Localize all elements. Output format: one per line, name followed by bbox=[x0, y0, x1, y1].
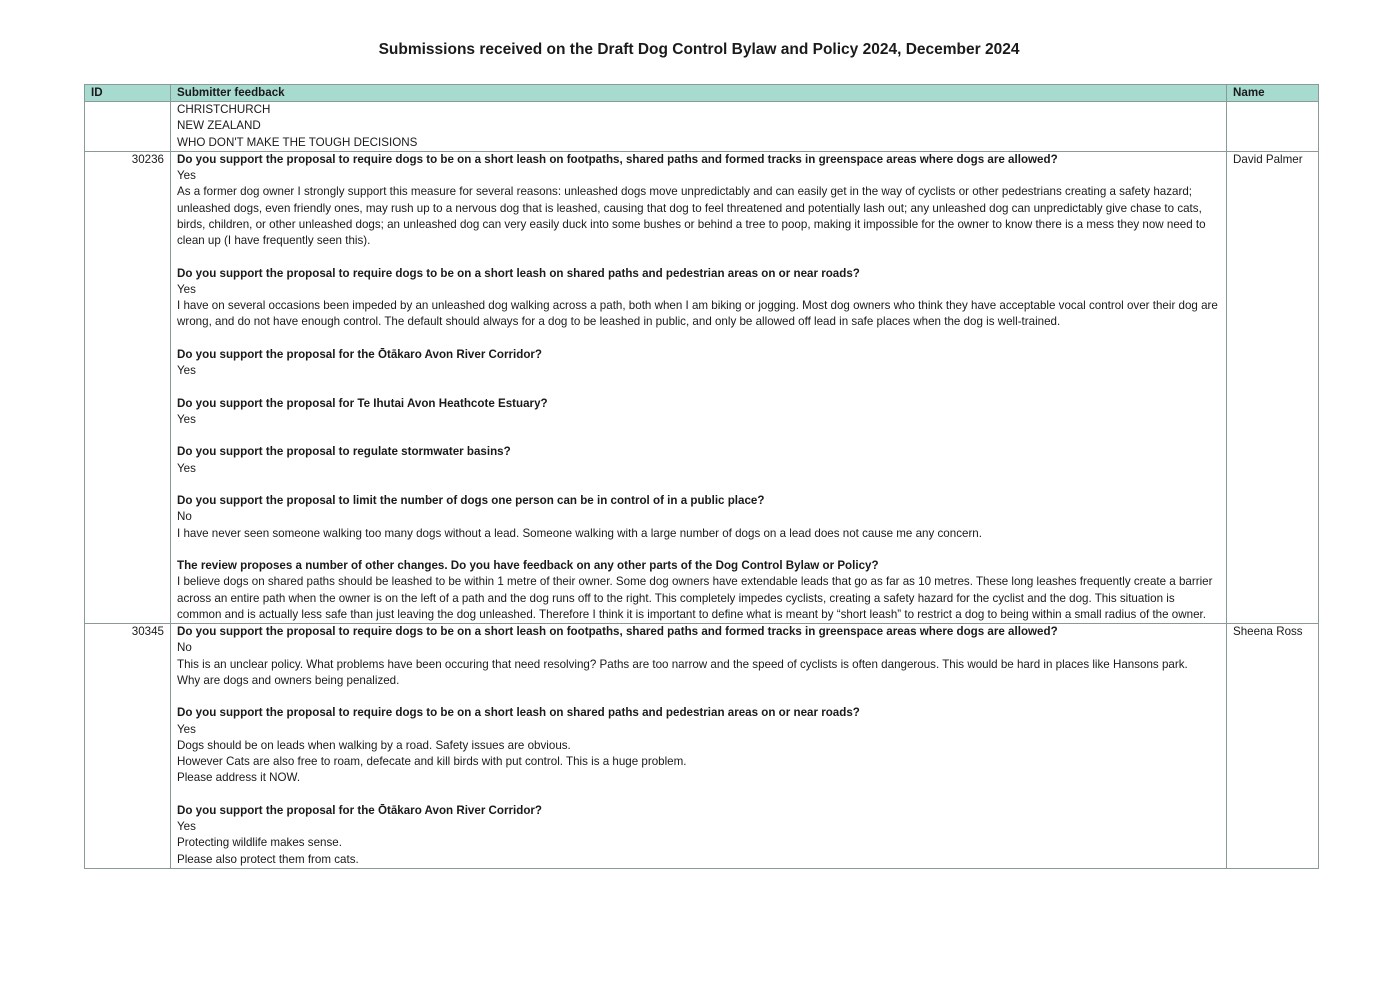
submission-id: 30345 bbox=[85, 624, 171, 869]
feedback-cell bbox=[171, 151, 1227, 623]
feedback-cell bbox=[171, 624, 1227, 869]
question-text: Do you support the proposal for the Ōtākaro Avon River Corridor? bbox=[177, 347, 543, 361]
comment-text: Why are dogs and owners being penalized. bbox=[177, 673, 400, 687]
column-header-feedback: Submitter feedback bbox=[171, 85, 1227, 102]
feedback-cell bbox=[171, 102, 1227, 152]
document-title: Submissions received on the Draft Dog Control Bylaw and Policy 2024, December 2024 bbox=[378, 41, 1020, 58]
comment-text: I have never seen someone walking too many dogs without a lead. Someone walking with a large number of dogs on a lead does not cause me any concern. bbox=[177, 526, 982, 540]
answer-text: Yes bbox=[177, 412, 196, 426]
comment-text: I believe dogs on shared paths should be leashed to be within 1 metre of their owner. Some dog owners have extendable leads that go as far as 10 metres. These long leashes frequently create a barrier across an entire path when the owner is on the left of a path and the dog runs off to the right. This completely impedes cyclists, creating a safety hazard for the cyclist and the dog. This situation is common and is actually less safe than just leaving the dog unleashed. Therefore I think it is important to define what is meant by “short leash” to restrict a dog to being within a small radius of the owner. bbox=[177, 575, 1213, 621]
comment-text: This is an unclear policy. What problems have been occuring that need resolving? Paths are too narrow and the speed of cyclists is often dangerous. This would be hard in places like Hansons park. bbox=[177, 657, 1188, 671]
question-text: Do you support the proposal to require dogs to be on a short leash on footpaths, shared paths and formed tracks in greenspace areas where dogs are allowed? bbox=[177, 625, 1058, 638]
feedback-text: WHO DON'T MAKE THE TOUGH DECISIONS bbox=[177, 135, 418, 149]
question-text: Do you support the proposal to require dogs to be on a short leash on shared paths and pedestrian areas on or near roads? bbox=[177, 266, 860, 280]
block-spacer bbox=[177, 689, 1220, 705]
answer-text: Yes bbox=[177, 169, 196, 182]
block-spacer bbox=[177, 428, 1220, 444]
answer-text: No bbox=[177, 641, 192, 655]
answer-text: Yes bbox=[177, 820, 196, 833]
submitter-name: Sheena Ross bbox=[1227, 624, 1319, 869]
id-cell bbox=[85, 102, 171, 152]
question-text: Do you support the proposal to regulate stormwater basins? bbox=[177, 445, 511, 459]
table-row-continued bbox=[85, 102, 1319, 152]
question-text: Do you support the proposal to require dogs to be on a short leash on shared paths and pedestrian areas on or near roads? bbox=[177, 706, 860, 720]
table-row bbox=[85, 151, 1319, 623]
answer-text: Yes bbox=[177, 282, 196, 296]
comment-text: Please address it NOW. bbox=[177, 771, 301, 785]
block-spacer bbox=[177, 331, 1220, 347]
question-text: Do you support the proposal to limit the number of dogs one person can be in control of in a public place? bbox=[177, 494, 765, 507]
block-spacer bbox=[177, 379, 1220, 395]
table-row bbox=[85, 624, 1319, 869]
feedback-text: CHRISTCHURCH bbox=[177, 103, 271, 116]
submitter-name: David Palmer bbox=[1227, 151, 1319, 623]
question-text: Do you support the proposal to require dogs to be on a short leash on footpaths, shared paths and formed tracks in greenspace areas where dogs are allowed? bbox=[177, 152, 1058, 166]
submissions-table bbox=[84, 84, 1319, 869]
answer-text: No bbox=[177, 510, 192, 524]
comment-text: As a former dog owner I strongly support this measure for several reasons: unleashed dogs move unpredictably and can easily get in the way of cyclists or other pedestrians creating a safety hazard; unleashed dogs, even friendly ones, may rush up to a nervous dog that is leashed, causing that dog to feel threatened and potentially lash out; any unleashed dog can unpredictably give chase to cats, birds, children, or other unleashed dogs; an unleashed dog can very easily duck into some bushes or behind a tree to poop, making it impossible for the owner to know there is a mess they now need to clean up (I have frequently seen this). bbox=[177, 185, 1206, 247]
question-text: Do you support the proposal for the Ōtākaro Avon River Corridor? bbox=[177, 803, 543, 817]
answer-text: Yes bbox=[177, 364, 196, 377]
comment-text: I have on several occasions been impeded by an unleashed dog walking across a path, both when I am biking or jogging. Most dog owners who think they have acceptable vocal control over their dog are wrong, and do not have enough control. The default should always for a dog to be leashed in public, and only be allowed off lead in safe places when the dog is well-trained. bbox=[177, 299, 1218, 329]
question-text: The review proposes a number of other changes. Do you have feedback on any other parts of the Dog Control Bylaw or Policy? bbox=[177, 559, 879, 572]
answer-text: Yes bbox=[177, 722, 196, 736]
name-cell bbox=[1227, 102, 1319, 152]
comment-text: Dogs should be on leads when walking by a road. Safety issues are obvious. bbox=[177, 738, 571, 752]
block-spacer bbox=[177, 249, 1220, 265]
submission-id: 30236 bbox=[85, 151, 171, 623]
answer-text: Yes bbox=[177, 461, 196, 475]
block-spacer bbox=[177, 477, 1220, 493]
table-header-row bbox=[85, 85, 1319, 102]
column-header-name: Name bbox=[1227, 85, 1319, 102]
comment-text: Please also protect them from cats. bbox=[177, 852, 359, 866]
column-header-id: ID bbox=[85, 85, 171, 102]
block-spacer bbox=[177, 542, 1220, 558]
comment-text: Protecting wildlife makes sense. bbox=[177, 836, 342, 850]
question-text: Do you support the proposal for Te Ihutai Avon Heathcote Estuary? bbox=[177, 396, 548, 410]
comment-text: However Cats are also free to roam, defecate and kill birds with put control. This is a huge problem. bbox=[177, 755, 687, 768]
feedback-text: NEW ZEALAND bbox=[177, 119, 261, 133]
block-spacer bbox=[177, 787, 1220, 803]
